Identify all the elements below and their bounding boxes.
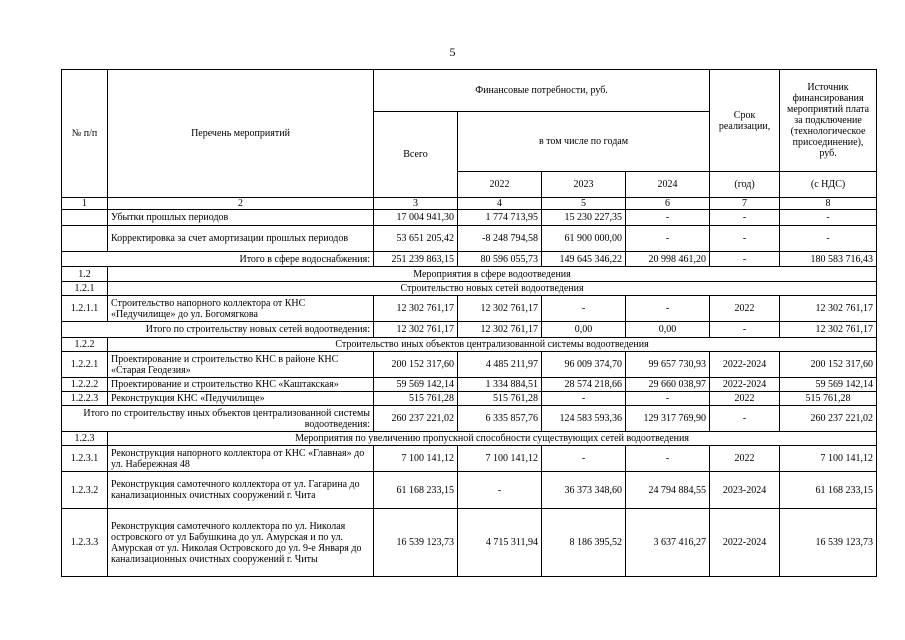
table-row [62, 296, 877, 322]
header-financial-needs: Финансовые потребности, руб. [374, 70, 710, 112]
header-year-2023: 2023 [542, 172, 626, 198]
row-2024: - [626, 210, 710, 226]
row-2022: -8 248 794,58 [458, 226, 542, 252]
total-source: 260 237 221,02 [780, 406, 877, 432]
row-2024: 29 660 038,97 [626, 378, 710, 392]
row-total: 515 761,28 [374, 392, 458, 406]
row-2023: 8 186 395,52 [542, 509, 626, 577]
row-term: 2022-2024 [710, 378, 780, 392]
section-row [62, 282, 877, 296]
section-row [62, 338, 877, 352]
header-source: Источник финансирования мероприятий плата за подключение (технологическое присоединение), руб. [780, 70, 877, 172]
header-num: № п/п [62, 70, 108, 198]
total-source: 12 302 761,17 [780, 322, 877, 338]
total-value: 251 239 863,15 [374, 252, 458, 267]
total-term: - [710, 252, 780, 267]
total-label: Итого в сфере водоснабжения: [62, 252, 374, 267]
row-num: 1.2.2.3 [62, 392, 108, 406]
index-cell: 4 [458, 198, 542, 210]
total-2022: 6 335 857,76 [458, 406, 542, 432]
row-2024: - [626, 392, 710, 406]
index-row [62, 198, 877, 210]
table-row [62, 210, 877, 226]
row-2023: 36 373 348,60 [542, 472, 626, 509]
row-2022: 12 302 761,17 [458, 296, 542, 322]
row-source: 16 539 123,73 [780, 509, 877, 577]
table-row [62, 226, 877, 252]
section-num: 1.2 [62, 267, 108, 282]
row-2023: 15 230 227,35 [542, 210, 626, 226]
financial-needs-table [61, 69, 877, 577]
row-2022: 1 334 884,51 [458, 378, 542, 392]
row-2022: 515 761,28 [458, 392, 542, 406]
row-2023: 28 574 218,66 [542, 378, 626, 392]
header-year-2024: 2024 [626, 172, 710, 198]
row-source: - [780, 210, 877, 226]
total-2024: 0,00 [626, 322, 710, 338]
row-num: 1.2.2.2 [62, 378, 108, 392]
row-num: 1.2.3.1 [62, 446, 108, 472]
header-year-2022: 2022 [458, 172, 542, 198]
row-total: 16 539 123,73 [374, 509, 458, 577]
row-term: - [710, 226, 780, 252]
table-row [62, 446, 877, 472]
index-cell: 7 [710, 198, 780, 210]
row-source: 200 152 317,60 [780, 352, 877, 378]
row-2024: - [626, 446, 710, 472]
section-num: 1.2.1 [62, 282, 108, 296]
section-row [62, 432, 877, 446]
total-2024: 129 317 769,90 [626, 406, 710, 432]
row-2024: - [626, 296, 710, 322]
table-row [62, 378, 877, 392]
index-cell: 1 [62, 198, 108, 210]
row-num [62, 226, 108, 252]
row-total: 59 569 142,14 [374, 378, 458, 392]
index-cell: 8 [780, 198, 877, 210]
row-name: Проектирование и строительство КНС в районе КНС «Старая Геодезия» [108, 352, 374, 378]
row-total: 7 100 141,12 [374, 446, 458, 472]
total-value: 12 302 761,17 [374, 322, 458, 338]
row-2024: 24 794 884,55 [626, 472, 710, 509]
row-term: 2023-2024 [710, 472, 780, 509]
row-term: 2022 [710, 446, 780, 472]
row-name: Проектирование и строительство КНС «Каштакская» [108, 378, 374, 392]
row-source: 515 761,28 [780, 392, 877, 406]
row-total: 12 302 761,17 [374, 296, 458, 322]
header-list: Перечень мероприятий [108, 70, 374, 198]
total-2022: 80 596 055,73 [458, 252, 542, 267]
page-number: 5 [449, 45, 456, 59]
total-label: Итого по строительству иных объектов централизованной системы водоотведения: [62, 406, 374, 432]
row-2024: 3 637 416,27 [626, 509, 710, 577]
header-term-unit: (год) [710, 172, 780, 198]
total-term: - [710, 322, 780, 338]
row-source: 7 100 141,12 [780, 446, 877, 472]
row-source: - [780, 226, 877, 252]
section-row [62, 267, 877, 282]
index-cell: 6 [626, 198, 710, 210]
section-title: Строительство новых сетей водоотведения [108, 282, 877, 296]
total-2022: 12 302 761,17 [458, 322, 542, 338]
row-2023: - [542, 296, 626, 322]
total-row-other-objects [62, 406, 877, 432]
row-term: 2022-2024 [710, 509, 780, 577]
table-row [62, 472, 877, 509]
total-label: Итого по строительству новых сетей водоотведения: [62, 322, 374, 338]
section-title: Строительство иных объектов централизованной системы водоотведения [108, 338, 877, 352]
total-source: 180 583 716,43 [780, 252, 877, 267]
section-num: 1.2.2 [62, 338, 108, 352]
row-2023: - [542, 446, 626, 472]
total-row-new-networks [62, 322, 877, 338]
section-title: Мероприятия в сфере водоотведения [108, 267, 877, 282]
table-row [62, 509, 877, 577]
total-2024: 20 998 461,20 [626, 252, 710, 267]
row-num [62, 210, 108, 226]
index-cell: 3 [374, 198, 458, 210]
row-2022: 4 715 311,94 [458, 509, 542, 577]
row-num: 1.2.1.1 [62, 296, 108, 322]
section-title: Мероприятия по увеличению пропускной способности существующих сетей водоотведения [108, 432, 877, 446]
row-term: - [710, 210, 780, 226]
row-term: 2022-2024 [710, 352, 780, 378]
row-name: Реконструкция напорного коллектора от КНС «Главная» до ул. Набережная 48 [108, 446, 374, 472]
header-total: Всего [374, 112, 458, 198]
row-name: Убытки прошлых периодов [108, 210, 374, 226]
row-name: Строительство напорного коллектора от КНС «Педучилище» до ул. Богомягкова [108, 296, 374, 322]
row-term: 2022 [710, 296, 780, 322]
total-2023: 0,00 [542, 322, 626, 338]
row-total: 17 004 941,30 [374, 210, 458, 226]
total-2023: 124 583 593,36 [542, 406, 626, 432]
row-source: 59 569 142,14 [780, 378, 877, 392]
row-num: 1.2.2.1 [62, 352, 108, 378]
row-num: 1.2.3.2 [62, 472, 108, 509]
index-cell: 5 [542, 198, 626, 210]
header-by-years: в том числе по годам [458, 112, 710, 172]
row-term: 2022 [710, 392, 780, 406]
row-2022: 7 100 141,12 [458, 446, 542, 472]
section-num: 1.2.3 [62, 432, 108, 446]
row-total: 200 152 317,60 [374, 352, 458, 378]
header-source-unit: (с НДС) [780, 172, 877, 198]
row-num: 1.2.3.3 [62, 509, 108, 577]
total-2023: 149 645 346,22 [542, 252, 626, 267]
row-2022: - [458, 472, 542, 509]
total-value: 260 237 221,02 [374, 406, 458, 432]
row-2024: 99 657 730,93 [626, 352, 710, 378]
row-name: Реконструкция КНС «Педучилище» [108, 392, 374, 406]
row-2023: 96 009 374,70 [542, 352, 626, 378]
row-source: 12 302 761,17 [780, 296, 877, 322]
table-row [62, 352, 877, 378]
row-2024: - [626, 226, 710, 252]
row-source: 61 168 233,15 [780, 472, 877, 509]
total-term: - [710, 406, 780, 432]
row-total: 53 651 205,42 [374, 226, 458, 252]
total-row-water-supply [62, 252, 877, 267]
table-row [62, 392, 877, 406]
header-term: Срок реализации, [710, 70, 780, 172]
row-2023: - [542, 392, 626, 406]
row-2022: 4 485 211,97 [458, 352, 542, 378]
row-2023: 61 900 000,00 [542, 226, 626, 252]
index-cell: 2 [108, 198, 374, 210]
row-name: Реконструкция самотечного коллектора от ул. Гагарина до канализационных очистных сооружений г. Чита [108, 472, 374, 509]
row-name: Реконструкция самотечного коллектора по ул. Николая островского от ул Бабушкина до ул. Амурская и по ул. Амурская от ул. Николая Островского до ул. 9-е Января до канализационных очистных сооружений г. Читы [108, 509, 374, 577]
row-total: 61 168 233,15 [374, 472, 458, 509]
row-name: Корректировка за счет амортизации прошлых периодов [108, 226, 374, 252]
row-2022: 1 774 713,95 [458, 210, 542, 226]
